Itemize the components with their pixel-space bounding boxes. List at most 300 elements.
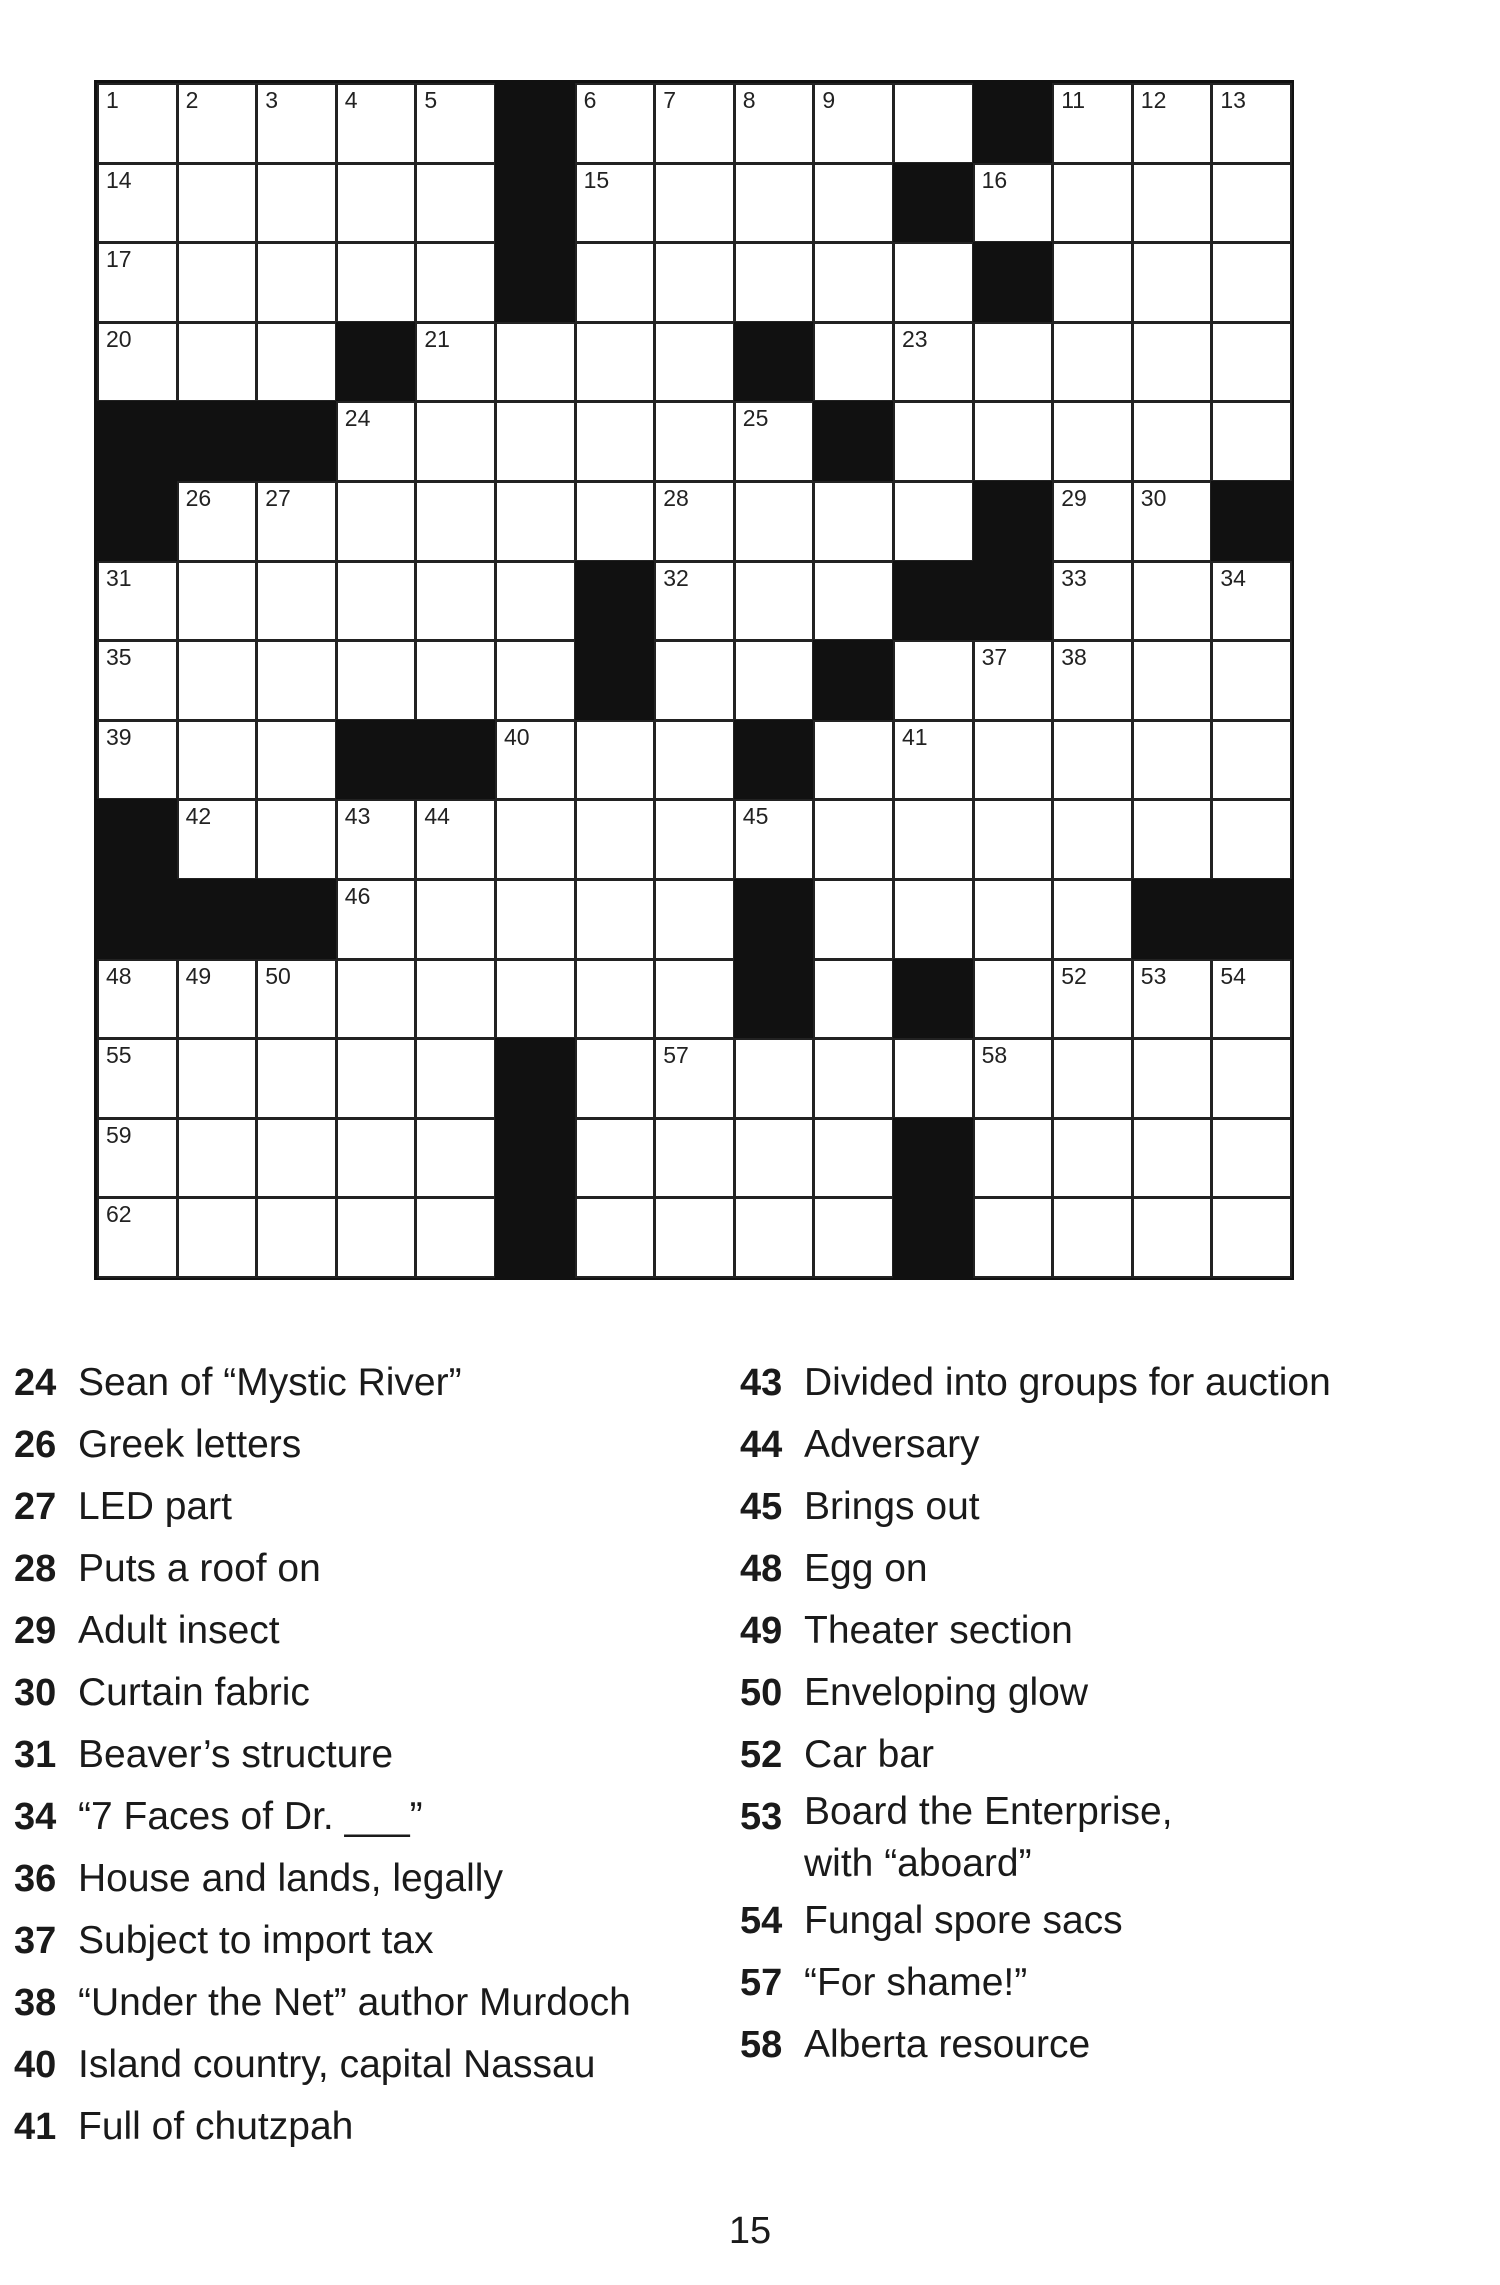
- grid-cell[interactable]: [893, 481, 974, 562]
- grid-cell[interactable]: [654, 640, 735, 721]
- clue-text: Alberta resource: [804, 2023, 1091, 2066]
- grid-cell[interactable]: [97, 720, 178, 801]
- clue-column-right: [740, 1352, 1331, 2076]
- grid-block: [256, 401, 337, 482]
- grid-cell[interactable]: [575, 481, 656, 562]
- cell-number: 54: [1220, 962, 1246, 989]
- grid-cell[interactable]: [1052, 1038, 1133, 1119]
- grid-cell[interactable]: [1052, 959, 1133, 1040]
- grid-cell[interactable]: [813, 1197, 894, 1278]
- grid-cell[interactable]: [256, 720, 337, 801]
- clue-text: Brings out: [804, 1485, 980, 1528]
- grid-cell[interactable]: [97, 163, 178, 244]
- grid-cell[interactable]: [734, 83, 815, 164]
- cell-number: 12: [1140, 87, 1167, 113]
- cell-number: 7: [663, 87, 676, 113]
- grid-cell[interactable]: [1211, 1038, 1292, 1119]
- grid-cell[interactable]: [1052, 242, 1133, 323]
- grid-cell[interactable]: [256, 1118, 337, 1199]
- grid-cell[interactable]: [415, 83, 496, 164]
- grid-cell[interactable]: [575, 799, 656, 880]
- clue-number: 53: [740, 1796, 783, 1838]
- clue-item: [14, 1910, 631, 1972]
- grid-cell[interactable]: [654, 720, 735, 801]
- grid-cell[interactable]: [1052, 481, 1133, 562]
- grid-cell[interactable]: [495, 401, 576, 482]
- grid-cell[interactable]: [495, 959, 576, 1040]
- grid-block: [256, 879, 337, 960]
- cell-number: 33: [1061, 564, 1087, 591]
- clue-text: Board the Enterprise, with “aboard”: [804, 1790, 1173, 1885]
- grid-cell[interactable]: [495, 640, 576, 721]
- grid-cell[interactable]: [654, 1118, 735, 1199]
- grid-cell[interactable]: [1052, 640, 1133, 721]
- cell-number: 38: [1061, 644, 1087, 671]
- grid-block: [97, 481, 178, 562]
- grid-cell[interactable]: [97, 1197, 178, 1278]
- grid-cell[interactable]: [734, 1197, 815, 1278]
- grid-cell[interactable]: [1132, 799, 1213, 880]
- grid-block: [97, 799, 178, 880]
- cell-number: 11: [1061, 87, 1086, 113]
- cell-number: 48: [106, 962, 132, 989]
- clue-column-left: [14, 1352, 631, 2158]
- grid-cell[interactable]: [256, 163, 337, 244]
- cell-number: 20: [106, 325, 132, 352]
- grid-cell[interactable]: [654, 1197, 735, 1278]
- grid-cell[interactable]: [575, 1038, 656, 1119]
- grid-cell[interactable]: [973, 640, 1054, 721]
- grid-cell[interactable]: [734, 640, 815, 721]
- grid-cell[interactable]: [415, 322, 496, 403]
- grid-cell[interactable]: [177, 1197, 258, 1278]
- grid-cell[interactable]: [1132, 959, 1213, 1040]
- grid-block: [734, 959, 815, 1040]
- grid-cell[interactable]: [415, 1197, 496, 1278]
- grid-cell[interactable]: [177, 720, 258, 801]
- clue-item: [740, 2014, 1331, 2076]
- cell-number: 34: [1220, 564, 1246, 591]
- clue-item: [14, 1848, 631, 1910]
- grid-cell[interactable]: [654, 879, 735, 960]
- crossword-grid: [94, 80, 1294, 1280]
- grid-cell[interactable]: [336, 879, 417, 960]
- grid-block: [495, 1197, 576, 1278]
- grid-cell[interactable]: [495, 879, 576, 960]
- grid-cell[interactable]: [813, 879, 894, 960]
- grid-cell[interactable]: [97, 561, 178, 642]
- grid-cell[interactable]: [813, 1038, 894, 1119]
- grid-cell[interactable]: [415, 163, 496, 244]
- grid-cell[interactable]: [177, 959, 258, 1040]
- clue-number: 27: [14, 1486, 57, 1528]
- cell-number: 43: [344, 803, 371, 830]
- grid-cell[interactable]: [415, 879, 496, 960]
- grid-block: [973, 83, 1054, 164]
- clue-text: Enveloping glow: [804, 1671, 1089, 1714]
- cell-number: 9: [822, 87, 836, 113]
- grid-cell[interactable]: [97, 1038, 178, 1119]
- clue-text: Fungal spore sacs: [804, 1899, 1123, 1942]
- clue-text: “7 Faces of Dr. ___”: [78, 1795, 423, 1838]
- clue-text: LED part: [78, 1485, 232, 1528]
- clue-number: 40: [14, 2044, 57, 2086]
- grid-cell[interactable]: [177, 1118, 258, 1199]
- grid-cell[interactable]: [1052, 1118, 1133, 1199]
- grid-cell[interactable]: [893, 640, 974, 721]
- clue-item: [740, 1476, 1331, 1538]
- grid-block: [973, 242, 1054, 323]
- grid-cell[interactable]: [97, 242, 178, 323]
- cell-number: 28: [663, 485, 689, 511]
- grid-cell[interactable]: [734, 401, 815, 482]
- grid-cell[interactable]: [256, 640, 337, 721]
- grid-cell[interactable]: [495, 481, 576, 562]
- grid-cell[interactable]: [973, 1197, 1054, 1278]
- grid-cell[interactable]: [575, 163, 656, 244]
- grid-block: [495, 1118, 576, 1199]
- cell-number: 50: [265, 962, 291, 989]
- grid-cell[interactable]: [893, 879, 974, 960]
- cell-number: 17: [106, 246, 132, 273]
- page-number: 15: [728, 2210, 772, 2252]
- grid-cell[interactable]: [973, 1118, 1054, 1199]
- grid-cell[interactable]: [813, 1118, 894, 1199]
- grid-cell[interactable]: [1132, 401, 1213, 482]
- grid-cell[interactable]: [1052, 720, 1133, 801]
- clue-number: 57: [740, 1962, 783, 2004]
- clue-number: 45: [740, 1486, 783, 1528]
- grid-cell[interactable]: [1211, 242, 1292, 323]
- grid-cell[interactable]: [97, 640, 178, 721]
- grid-cell[interactable]: [1211, 163, 1292, 244]
- grid-cell[interactable]: [893, 242, 974, 323]
- cell-number: 5: [424, 87, 438, 113]
- grid-cell[interactable]: [1052, 322, 1133, 403]
- clue-text: “Under the Net” author Murdoch: [78, 1981, 631, 2024]
- clue-item: [740, 1662, 1331, 1724]
- grid-cell[interactable]: [336, 1197, 417, 1278]
- grid-cell[interactable]: [336, 640, 417, 721]
- cell-number: 27: [265, 485, 291, 511]
- grid-cell[interactable]: [177, 242, 258, 323]
- grid-cell[interactable]: [654, 959, 735, 1040]
- grid-block: [575, 561, 656, 642]
- grid-cell[interactable]: [1211, 322, 1292, 403]
- grid-cell[interactable]: [575, 720, 656, 801]
- grid-cell[interactable]: [415, 640, 496, 721]
- grid-cell[interactable]: [654, 242, 735, 323]
- grid-cell[interactable]: [1132, 1038, 1213, 1119]
- grid-block: [893, 561, 974, 642]
- grid-cell[interactable]: [336, 401, 417, 482]
- cell-number: 6: [583, 87, 597, 113]
- grid-cell[interactable]: [97, 1118, 178, 1199]
- grid-cell[interactable]: [1211, 83, 1292, 164]
- grid-cell[interactable]: [1211, 1118, 1292, 1199]
- cell-number: 29: [1061, 485, 1087, 511]
- grid-cell[interactable]: [654, 83, 735, 164]
- grid-cell[interactable]: [813, 720, 894, 801]
- clue-item: [14, 2096, 631, 2158]
- grid-cell[interactable]: [654, 481, 735, 562]
- grid-cell[interactable]: [813, 322, 894, 403]
- grid-cell[interactable]: [893, 83, 974, 164]
- grid-cell[interactable]: [813, 83, 894, 164]
- grid-cell[interactable]: [495, 561, 576, 642]
- grid-cell[interactable]: [1052, 561, 1133, 642]
- grid-block: [415, 720, 496, 801]
- clue-text: Subject to import tax: [78, 1919, 434, 1962]
- grid-cell[interactable]: [1052, 401, 1133, 482]
- grid-cell[interactable]: [495, 799, 576, 880]
- grid-cell[interactable]: [415, 1038, 496, 1119]
- grid-cell[interactable]: [1211, 561, 1292, 642]
- grid-cell[interactable]: [177, 640, 258, 721]
- cell-number: 15: [583, 166, 610, 193]
- cell-number: 59: [106, 1121, 132, 1148]
- grid-cell[interactable]: [575, 242, 656, 323]
- cell-number: 4: [344, 87, 358, 113]
- grid-cell[interactable]: [734, 481, 815, 562]
- grid-cell[interactable]: [256, 83, 337, 164]
- grid-cell[interactable]: [1211, 640, 1292, 721]
- cell-number: 25: [742, 405, 769, 432]
- grid-cell[interactable]: [336, 481, 417, 562]
- clue-text: Sean of “Mystic River”: [78, 1361, 462, 1404]
- grid-cell[interactable]: [495, 322, 576, 403]
- cell-number: 26: [185, 485, 212, 511]
- cell-number: 13: [1220, 87, 1246, 113]
- grid-cell[interactable]: [256, 1197, 337, 1278]
- cell-number: 31: [106, 564, 132, 591]
- grid-cell[interactable]: [336, 1038, 417, 1119]
- grid-block: [1211, 481, 1292, 562]
- grid-cell[interactable]: [734, 242, 815, 323]
- clue-item: [14, 1414, 631, 1476]
- grid-cell[interactable]: [654, 401, 735, 482]
- clue-item: [14, 2034, 631, 2096]
- grid-block: [1132, 879, 1213, 960]
- clue-text: Adversary: [804, 1423, 980, 1466]
- grid-cell[interactable]: [1052, 83, 1133, 164]
- grid-cell[interactable]: [177, 481, 258, 562]
- clue-item: [740, 1600, 1331, 1662]
- grid-cell[interactable]: [973, 959, 1054, 1040]
- grid-cell[interactable]: [336, 83, 417, 164]
- cell-number: 32: [663, 564, 689, 591]
- grid-cell[interactable]: [893, 401, 974, 482]
- grid-cell[interactable]: [415, 242, 496, 323]
- grid-cell[interactable]: [654, 322, 735, 403]
- grid-cell[interactable]: [654, 1038, 735, 1119]
- clue-number: 37: [14, 1920, 57, 1962]
- clue-item: [740, 1352, 1331, 1414]
- grid-cell[interactable]: [1132, 481, 1213, 562]
- clue-item: [740, 1538, 1331, 1600]
- grid-cell[interactable]: [1052, 879, 1133, 960]
- grid-cell[interactable]: [654, 163, 735, 244]
- grid-cell[interactable]: [97, 959, 178, 1040]
- grid-block: [813, 640, 894, 721]
- grid-cell[interactable]: [1052, 163, 1133, 244]
- clue-text: Puts a roof on: [78, 1547, 321, 1590]
- grid-cell[interactable]: [575, 1118, 656, 1199]
- grid-cell[interactable]: [336, 163, 417, 244]
- grid-cell[interactable]: [415, 561, 496, 642]
- clue-text: Beaver’s structure: [78, 1733, 394, 1776]
- grid-cell[interactable]: [893, 720, 974, 801]
- clue-text: Greek letters: [78, 1423, 302, 1466]
- grid-cell[interactable]: [415, 401, 496, 482]
- grid-cell[interactable]: [973, 720, 1054, 801]
- grid-cell[interactable]: [415, 799, 496, 880]
- grid-cell[interactable]: [813, 242, 894, 323]
- grid-cell[interactable]: [893, 322, 974, 403]
- grid-cell[interactable]: [973, 1038, 1054, 1119]
- grid-block: [177, 401, 258, 482]
- grid-cell[interactable]: [575, 959, 656, 1040]
- grid-cell[interactable]: [336, 242, 417, 323]
- grid-cell[interactable]: [1211, 401, 1292, 482]
- grid-block: [495, 163, 576, 244]
- grid-cell[interactable]: [1132, 561, 1213, 642]
- grid-cell[interactable]: [1132, 83, 1213, 164]
- clue-item: [14, 1600, 631, 1662]
- grid-cell[interactable]: [256, 959, 337, 1040]
- grid-cell[interactable]: [893, 1038, 974, 1119]
- clue-text: Theater section: [804, 1609, 1073, 1652]
- grid-cell[interactable]: [256, 322, 337, 403]
- grid-cell[interactable]: [336, 1118, 417, 1199]
- grid-cell[interactable]: [336, 799, 417, 880]
- grid-cell[interactable]: [734, 561, 815, 642]
- grid-cell[interactable]: [256, 481, 337, 562]
- clue-item: [14, 1662, 631, 1724]
- clue-text: House and lands, legally: [78, 1857, 503, 1900]
- grid-cell[interactable]: [495, 720, 576, 801]
- grid-cell[interactable]: [1132, 640, 1213, 721]
- clue-number: 52: [740, 1734, 783, 1776]
- clue-item: [740, 1414, 1331, 1476]
- grid-cell[interactable]: [654, 799, 735, 880]
- grid-block: [1211, 879, 1292, 960]
- cell-number: 37: [981, 644, 1008, 671]
- grid-cell[interactable]: [415, 959, 496, 1040]
- grid-cell[interactable]: [256, 561, 337, 642]
- grid-cell[interactable]: [1052, 1197, 1133, 1278]
- grid-cell[interactable]: [813, 163, 894, 244]
- grid-cell[interactable]: [734, 799, 815, 880]
- grid-cell[interactable]: [336, 561, 417, 642]
- grid-block: [177, 879, 258, 960]
- grid-cell[interactable]: [256, 799, 337, 880]
- grid-cell[interactable]: [1211, 720, 1292, 801]
- cell-number: 58: [981, 1042, 1008, 1069]
- grid-cell[interactable]: [575, 83, 656, 164]
- grid-block: [893, 1197, 974, 1278]
- grid-cell[interactable]: [813, 481, 894, 562]
- grid-cell[interactable]: [177, 799, 258, 880]
- grid-cell[interactable]: [256, 242, 337, 323]
- grid-cell[interactable]: [1132, 1197, 1213, 1278]
- grid-block: [973, 561, 1054, 642]
- cell-number: 53: [1140, 962, 1167, 989]
- cell-number: 42: [185, 803, 212, 830]
- grid-cell[interactable]: [177, 83, 258, 164]
- clue-number: 48: [740, 1548, 783, 1590]
- grid-cell[interactable]: [1132, 720, 1213, 801]
- grid-cell[interactable]: [973, 322, 1054, 403]
- clue-number: 58: [740, 2024, 783, 2066]
- grid-cell[interactable]: [97, 322, 178, 403]
- grid-block: [495, 1038, 576, 1119]
- cell-number: 23: [902, 325, 928, 352]
- grid-cell[interactable]: [1211, 1197, 1292, 1278]
- cell-number: 45: [742, 803, 769, 830]
- grid-cell[interactable]: [1211, 959, 1292, 1040]
- grid-cell[interactable]: [1132, 163, 1213, 244]
- grid-cell[interactable]: [1132, 242, 1213, 323]
- grid-cell[interactable]: [336, 959, 417, 1040]
- clue-text: Car bar: [804, 1733, 935, 1776]
- grid-cell[interactable]: [893, 799, 974, 880]
- cell-number: 2: [185, 87, 199, 113]
- grid-cell[interactable]: [813, 561, 894, 642]
- grid-block: [893, 1118, 974, 1199]
- clue-number: 49: [740, 1610, 783, 1652]
- cell-number: 21: [424, 325, 450, 352]
- clue-text: Adult insect: [78, 1609, 280, 1652]
- grid-cell[interactable]: [256, 1038, 337, 1119]
- grid-cell[interactable]: [415, 481, 496, 562]
- grid-cell[interactable]: [973, 879, 1054, 960]
- grid-cell[interactable]: [654, 561, 735, 642]
- grid-cell[interactable]: [415, 1118, 496, 1199]
- grid-cell[interactable]: [734, 1118, 815, 1199]
- grid-cell[interactable]: [1052, 799, 1133, 880]
- grid-cell[interactable]: [177, 163, 258, 244]
- grid-cell[interactable]: [813, 959, 894, 1040]
- grid-cell[interactable]: [575, 322, 656, 403]
- grid-cell[interactable]: [177, 322, 258, 403]
- grid-cell[interactable]: [1132, 1118, 1213, 1199]
- cell-number: 1: [106, 87, 119, 113]
- grid-cell[interactable]: [973, 401, 1054, 482]
- grid-cell[interactable]: [734, 1038, 815, 1119]
- grid-cell[interactable]: [734, 163, 815, 244]
- grid-block: [575, 640, 656, 721]
- clue-number: 34: [14, 1796, 57, 1838]
- grid-cell[interactable]: [973, 799, 1054, 880]
- clue-text: Divided into groups for auction: [804, 1361, 1331, 1404]
- cell-number: 41: [902, 723, 928, 750]
- clue-item: [14, 1724, 631, 1786]
- grid-cell[interactable]: [973, 163, 1054, 244]
- cell-number: 35: [106, 644, 132, 671]
- grid-cell[interactable]: [177, 561, 258, 642]
- grid-cell[interactable]: [575, 1197, 656, 1278]
- grid-cell[interactable]: [575, 401, 656, 482]
- clue-text: Egg on: [804, 1547, 928, 1590]
- grid-cell[interactable]: [813, 799, 894, 880]
- grid-cell[interactable]: [177, 1038, 258, 1119]
- grid-cell[interactable]: [575, 879, 656, 960]
- grid-cell[interactable]: [1211, 799, 1292, 880]
- grid-cell[interactable]: [1132, 322, 1213, 403]
- clue-number: 43: [740, 1362, 783, 1404]
- grid-cell[interactable]: [97, 83, 178, 164]
